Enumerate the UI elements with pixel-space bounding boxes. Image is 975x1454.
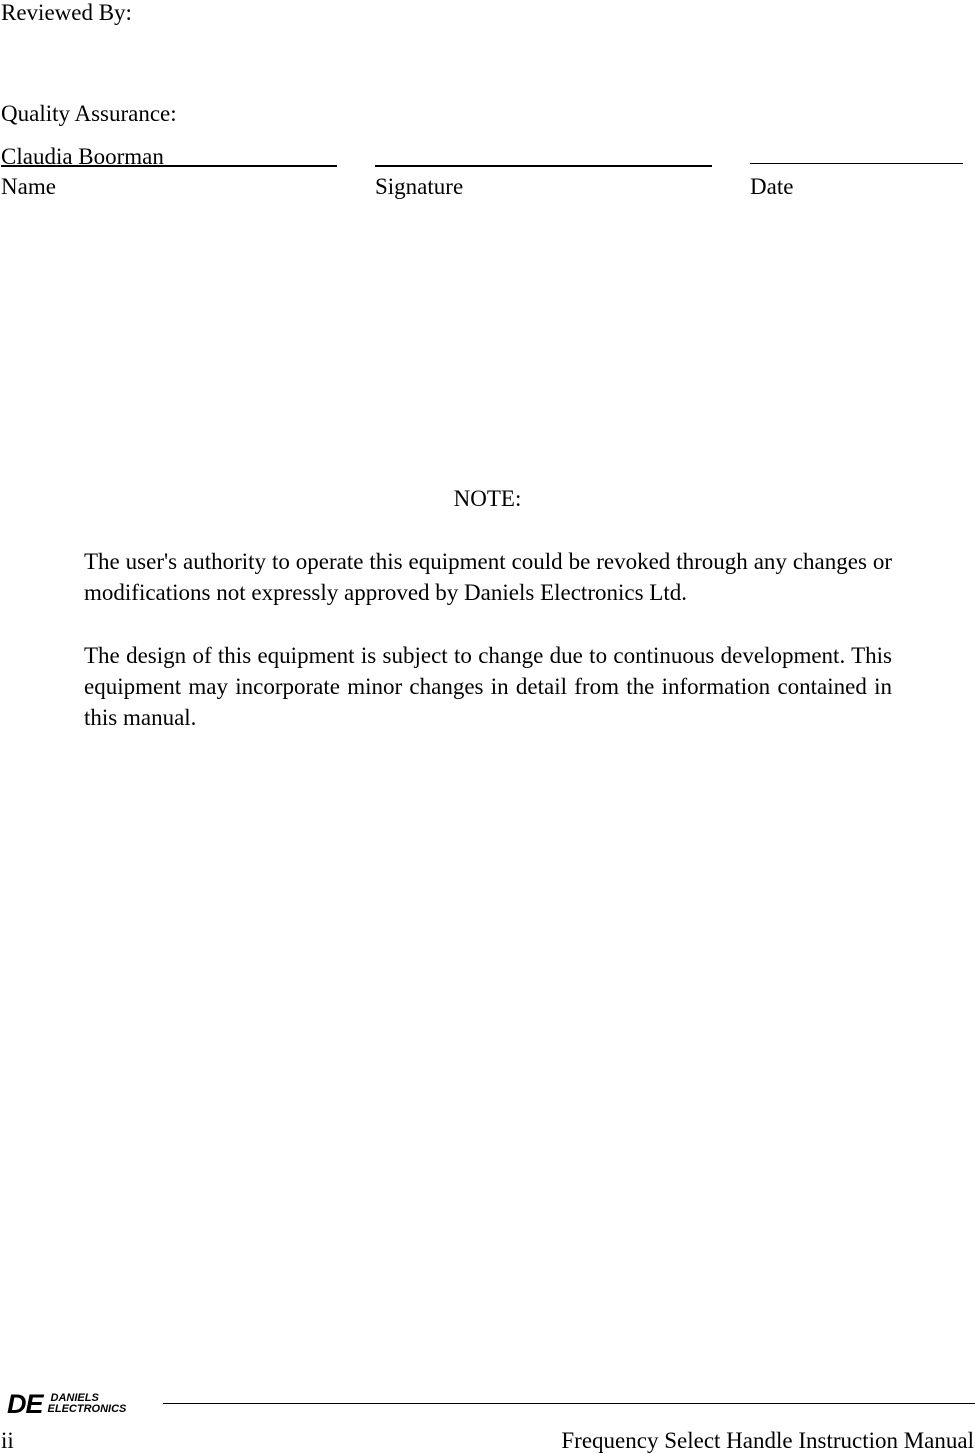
logo-line-electronics: ELECTRONICS: [47, 1403, 127, 1415]
date-line: [750, 163, 963, 164]
daniels-electronics-logo: [7, 1387, 126, 1421]
logo-wordmark: [48, 1393, 127, 1415]
logo-mark: DE: [7, 1389, 43, 1419]
quality-assurance-label: Quality Assurance:: [1, 101, 177, 126]
reviewer-name: Claudia Boorman: [1, 144, 164, 169]
name-underline: [1, 165, 337, 167]
signature-line: [375, 165, 712, 167]
signature-label: Signature: [375, 174, 464, 199]
date-label: Date: [750, 174, 794, 199]
page-number: ii: [1, 1428, 14, 1453]
note-title: NOTE:: [453, 486, 522, 511]
note-paragraph-authority: The user's authority to operate this equipment could be revoked through any changes or modifications not expressly approved by Daniels Electronics Ltd.: [84, 549, 892, 605]
note-paragraph-design: The design of this equipment is subject to change due to continuous development. This equipment may incorporate minor changes in detail from the information contained in this manual.: [84, 643, 892, 730]
footer-rule: [163, 1403, 975, 1404]
logo-line-daniels: DANIELS: [50, 1392, 99, 1404]
manual-title: Frequency Select Handle Instruction Manual: [561, 1428, 974, 1453]
reviewed-by-label: Reviewed By:: [1, 0, 132, 25]
name-label: Name: [1, 174, 56, 199]
